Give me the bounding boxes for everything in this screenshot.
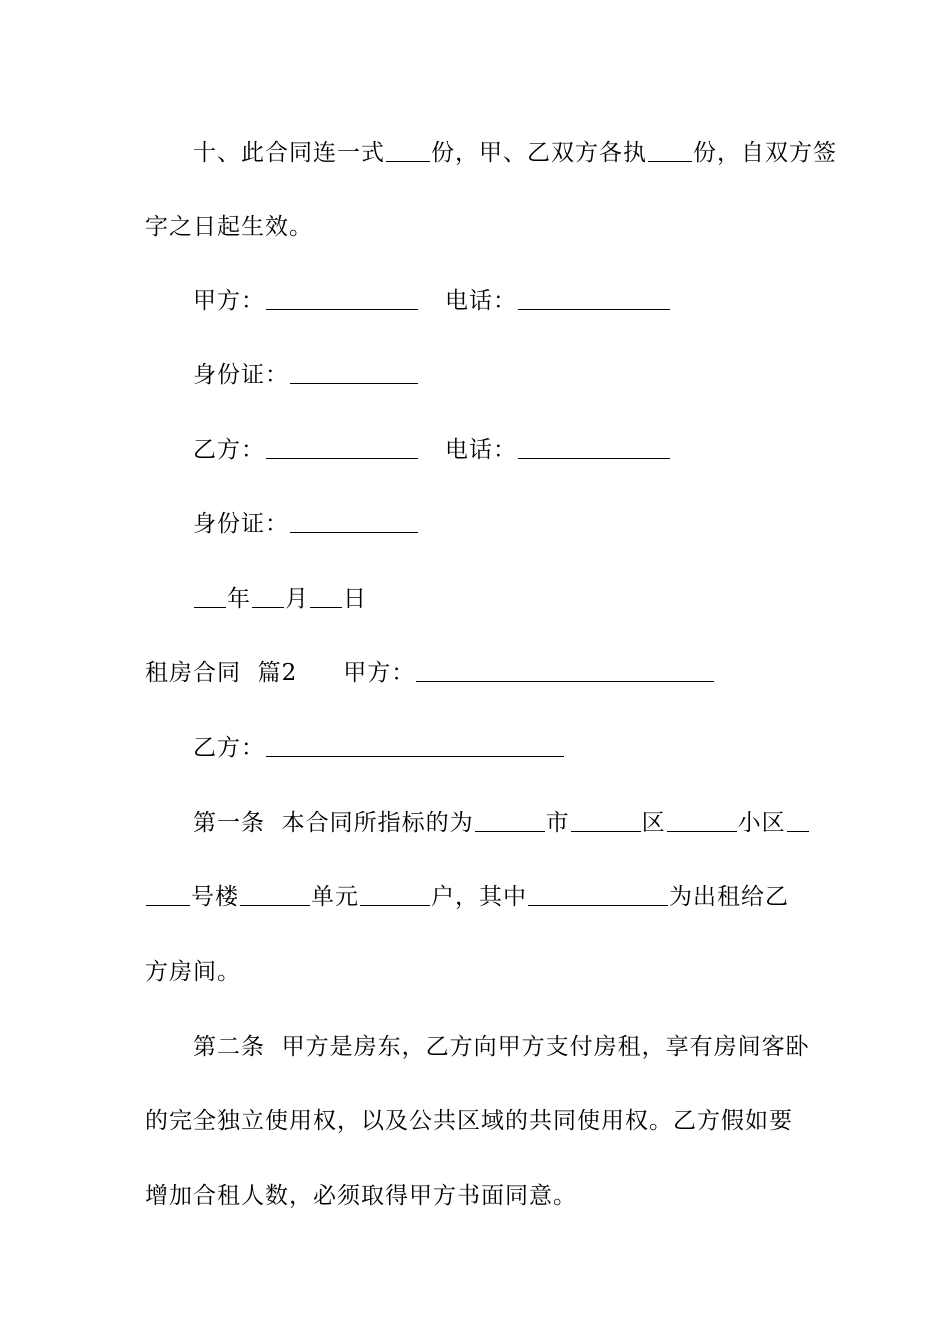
contract2-party-b-blank[interactable] [266, 734, 564, 757]
contract2-party-a-blank[interactable] [416, 659, 714, 682]
party-b-id-row: 身份证： [193, 509, 419, 539]
article2-line1: 第二条 甲方是房东，乙方向甲方支付房租，享有房间客卧 [193, 1034, 810, 1060]
party-b-id-blank[interactable] [290, 510, 418, 533]
article1-line2: 号楼 单元 户，其中 为出租给乙 [145, 882, 789, 912]
copies-each-blank[interactable] [648, 139, 692, 162]
month-blank[interactable] [252, 585, 284, 608]
room-blank[interactable] [528, 883, 668, 906]
day-blank[interactable] [310, 585, 342, 608]
party-a-id-row: 身份证： [193, 360, 419, 390]
building-blank-start[interactable] [787, 809, 809, 832]
date-row: 年 月 日 [193, 584, 367, 614]
contract2-title-row: 租房合同 篇2 甲方： [145, 658, 715, 688]
unit-blank[interactable] [240, 883, 310, 906]
contract2-title: 租房合同 篇2 [145, 660, 298, 686]
year-blank[interactable] [194, 585, 226, 608]
article2-line2: 的完全独立使用权，以及公共区域的共同使用权。乙方假如要 [145, 1108, 793, 1134]
article1-line3: 方房间。 [145, 959, 241, 985]
article2-line3: 增加合租人数，必须取得甲方书面同意。 [145, 1183, 577, 1209]
community-blank[interactable] [667, 809, 737, 832]
article1-line1: 第一条 本合同所指标的为 市 区 小区 [193, 808, 810, 838]
party-a-blank[interactable] [266, 287, 418, 310]
party-a-phone-blank[interactable] [518, 287, 670, 310]
contract2-party-b-row: 乙方： [193, 733, 565, 763]
clause10-line2: 字之日起生效。 [145, 214, 313, 240]
district-blank[interactable] [571, 809, 641, 832]
party-b-row: 乙方： 电话： [193, 435, 671, 465]
party-a-id-blank[interactable] [290, 361, 418, 384]
party-b-blank[interactable] [266, 436, 418, 459]
household-blank[interactable] [360, 883, 430, 906]
city-blank[interactable] [475, 809, 545, 832]
clause10-line1: 十、此合同连一式 份，甲、乙双方各执 份，自双方签 [193, 140, 837, 166]
party-b-phone-blank[interactable] [518, 436, 670, 459]
copies-total-blank[interactable] [386, 139, 430, 162]
building-blank-end[interactable] [146, 883, 190, 906]
party-a-row: 甲方： 电话： [193, 286, 671, 316]
